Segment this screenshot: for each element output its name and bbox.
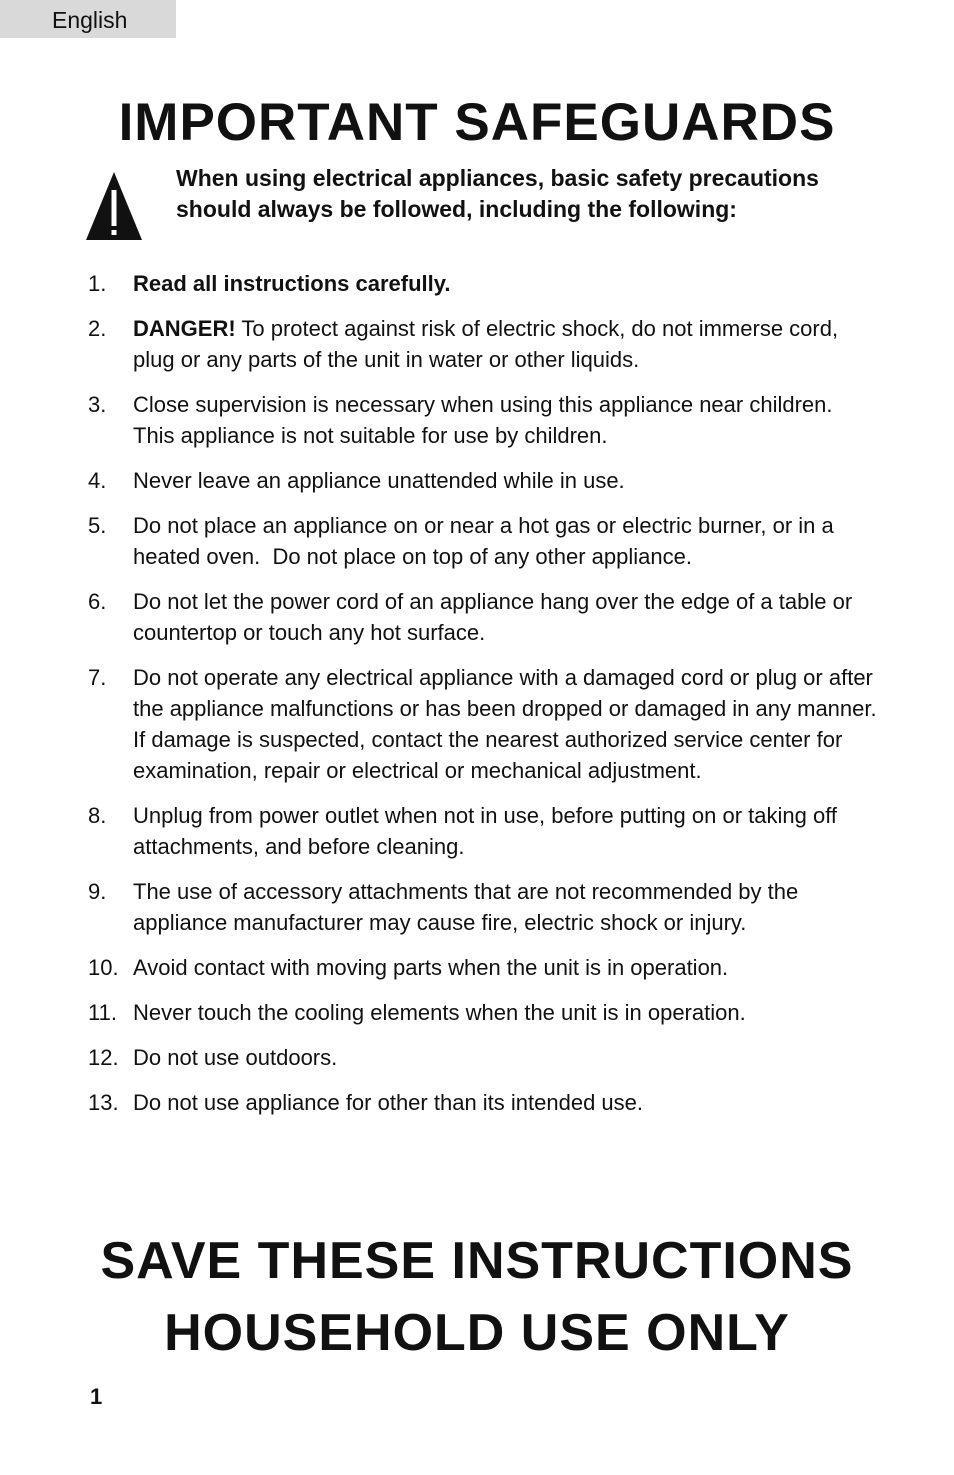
item-text: Do not use appliance for other than its intended use.: [133, 1090, 644, 1115]
item-number: 13.: [88, 1090, 119, 1115]
warning-triangle-icon: [86, 172, 142, 240]
item-text: Never touch the cooling elements when the unit is in operation.: [133, 1000, 746, 1025]
list-item: [88, 1087, 878, 1118]
item-number: 5.: [88, 513, 107, 538]
list-item: [88, 510, 878, 572]
page-number: 1: [90, 1384, 103, 1409]
item-number: 1.: [88, 271, 107, 296]
list-item: [88, 876, 878, 938]
safeguards-list: [88, 268, 878, 1132]
item-text: Unplug from power outlet when not in use, before putting on or taking off attachments, and before cleaning.: [133, 803, 838, 859]
item-number: 3.: [88, 392, 107, 417]
item-number: 12.: [88, 1045, 119, 1070]
item-number: 6.: [88, 589, 107, 614]
item-number: 9.: [88, 879, 107, 904]
footer-line-save: SAVE THESE INSTRUCTIONS: [100, 1232, 854, 1290]
item-text: Do not operate any electrical appliance with a damaged cord or plug or after the appliance malfunctions or has been dropped or damaged in any manner. If damage is suspected, contact the nearest authorized service center for examination, repair or electrical or mechanical adjustment.: [133, 665, 877, 783]
list-item: [88, 268, 878, 299]
list-item: [88, 800, 878, 862]
list-item: [88, 465, 878, 496]
item-text: The use of accessory attachments that are not recommended by the appliance manufacturer may cause fire, electric shock or injury.: [133, 879, 799, 935]
item-number: 11.: [88, 1000, 117, 1025]
item-lead: DANGER!: [133, 316, 236, 341]
item-number: 8.: [88, 803, 107, 828]
item-number: 7.: [88, 665, 107, 690]
list-item: [88, 662, 878, 786]
list-item: [88, 952, 878, 983]
intro-text: When using electrical appliances, basic safety precautions should always be followed, including the following:: [176, 165, 819, 222]
item-text: To protect against risk of electric shock, do not immerse cord, plug or any parts of the unit in water or other liquids.: [133, 316, 839, 372]
item-number: 2.: [88, 316, 107, 341]
list-item: [88, 997, 878, 1028]
list-item: [88, 313, 878, 375]
item-text: Never leave an appliance unattended while in use.: [133, 468, 625, 493]
page-title: IMPORTANT SAFEGUARDS: [118, 93, 836, 152]
item-text: Do not let the power cord of an appliance hang over the edge of a table or countertop or touch any hot surface.: [133, 589, 853, 645]
list-item: [88, 389, 878, 451]
list-item: [88, 1042, 878, 1073]
footer-line-household: HOUSEHOLD USE ONLY: [164, 1304, 790, 1362]
list-item: [88, 586, 878, 648]
item-text: Do not use outdoors.: [133, 1045, 338, 1070]
item-text: Do not place an appliance on or near a hot gas or electric burner, or in a heated oven. Do not place on top of any other appliance.: [133, 513, 840, 569]
item-number: 10.: [88, 955, 119, 980]
footer-heading: [0, 1225, 954, 1369]
language-tab: English: [0, 0, 176, 38]
item-text: Avoid contact with moving parts when the unit is in operation.: [133, 955, 729, 980]
item-lead: Read all instructions carefully.: [133, 271, 451, 296]
item-text: Close supervision is necessary when using this appliance near children. This appliance is not suitable for use by children.: [133, 392, 845, 448]
item-number: 4.: [88, 468, 107, 493]
